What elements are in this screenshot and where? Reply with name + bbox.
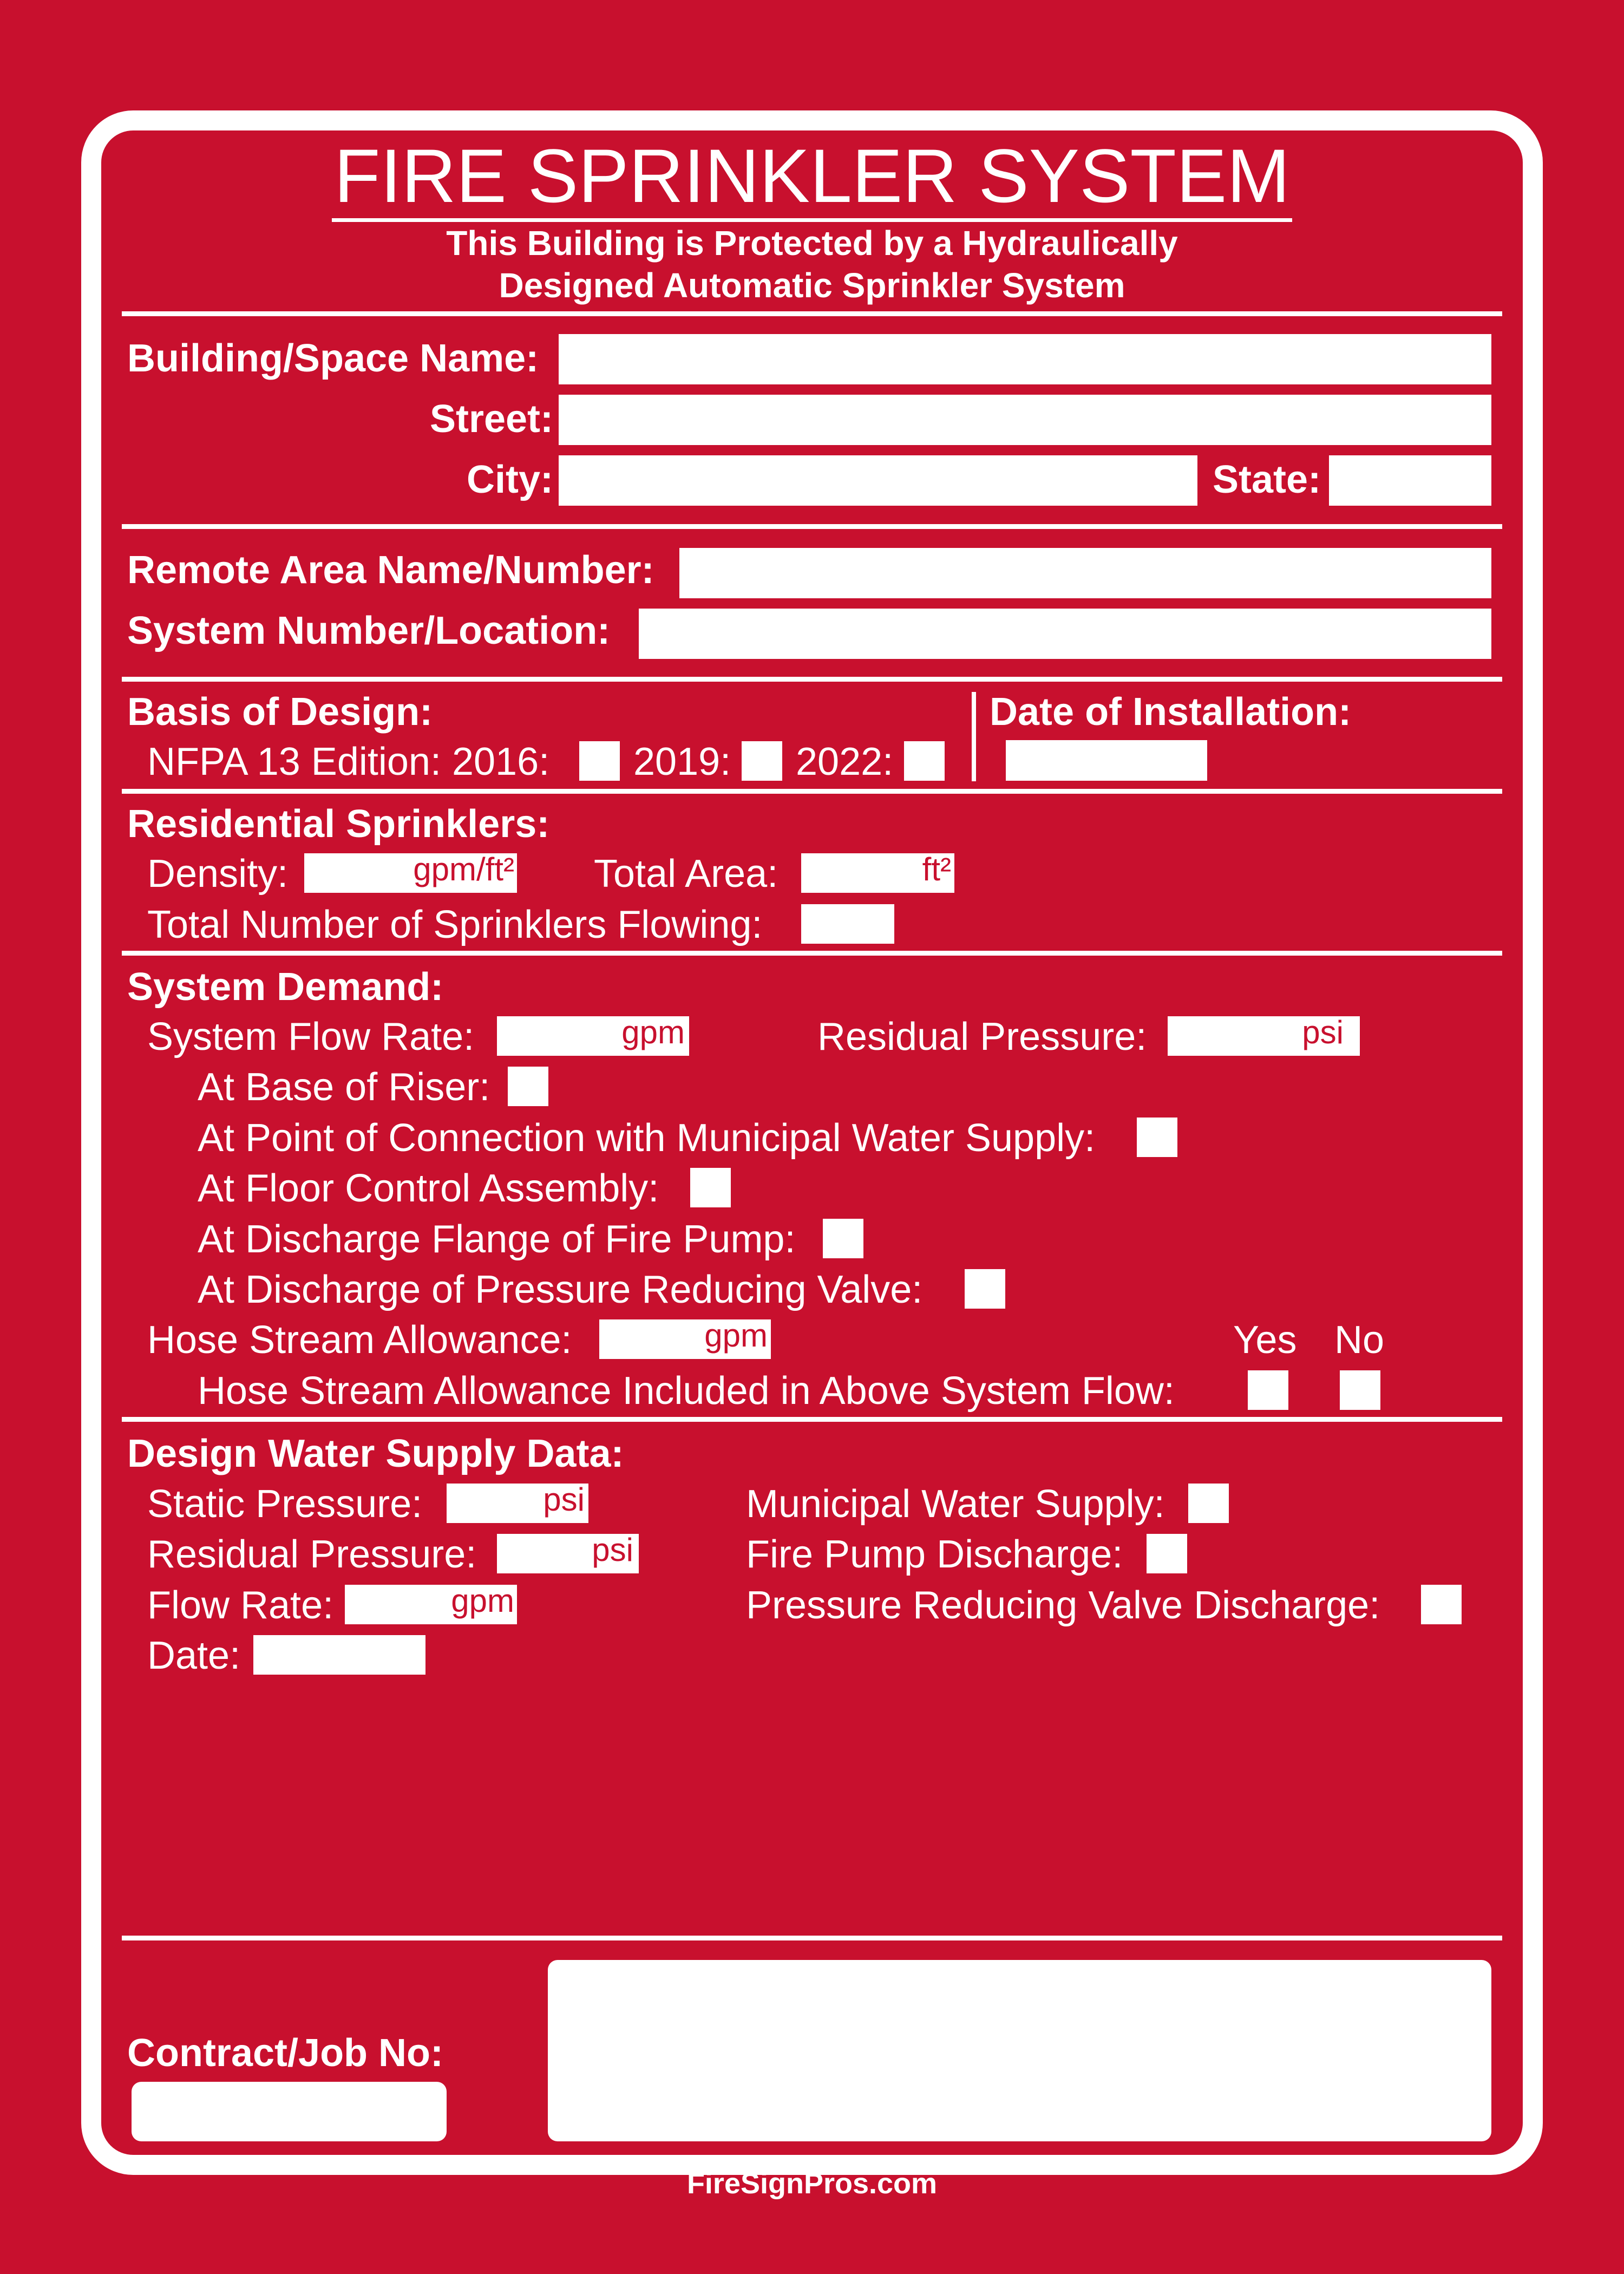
nfpa-edition-label: NFPA 13 Edition: 2016: (147, 740, 550, 783)
system-number-label: System Number/Location: (127, 609, 611, 652)
municipal-supply-label: Municipal Water Supply: (746, 1482, 1165, 1526)
subtitle-line-1: This Building is Protected by a Hydraulically (446, 224, 1178, 263)
checkbox-base-riser[interactable] (508, 1067, 548, 1106)
checkbox-hose-yes[interactable] (1248, 1370, 1288, 1410)
static-pressure-unit: psi (543, 1481, 585, 1518)
divider (122, 789, 1502, 794)
no-label: No (1334, 1318, 1385, 1362)
total-area-label: Total Area: (594, 852, 778, 896)
prv-label: At Discharge of Pressure Reducing Valve: (198, 1268, 923, 1311)
checkbox-2022[interactable] (904, 741, 945, 781)
supply-date-field[interactable] (253, 1635, 425, 1675)
static-pressure-label: Static Pressure: (147, 1482, 423, 1526)
residual-pressure-label: Residual Pressure: (817, 1015, 1147, 1058)
divider (122, 951, 1502, 956)
sign-title-wrap (0, 130, 1624, 222)
divider (122, 677, 1502, 682)
state-label: State: (1213, 458, 1321, 501)
yes-label: Yes (1233, 1318, 1297, 1362)
checkbox-2019[interactable] (742, 741, 782, 781)
base-riser-label: At Base of Riser: (198, 1066, 490, 1109)
hose-stream-unit: gpm (704, 1317, 768, 1354)
state-field[interactable] (1329, 455, 1491, 506)
supply-date-label: Date: (147, 1634, 241, 1677)
divider (122, 311, 1502, 316)
municipal-connection-label: At Point of Connection with Municipal Water Supply: (198, 1116, 1096, 1160)
date-installation-label: Date of Installation: (990, 690, 1352, 734)
sprinklers-flowing-label: Total Number of Sprinklers Flowing: (147, 903, 763, 946)
supply-residual-label: Residual Pressure: (147, 1533, 477, 1576)
checkbox-municipal-supply[interactable] (1188, 1484, 1229, 1523)
divider (122, 1417, 1502, 1422)
notes-field[interactable] (548, 1960, 1491, 2141)
system-flow-rate-unit: gpm (621, 1014, 685, 1050)
divider (122, 524, 1502, 529)
residual-pressure-unit: psi (1302, 1014, 1344, 1050)
water-supply-heading: Design Water Supply Data: (127, 1432, 624, 1475)
pump-discharge-label: Fire Pump Discharge: (746, 1533, 1123, 1576)
sprinklers-flowing-field[interactable] (801, 904, 894, 944)
contract-field[interactable] (132, 2082, 447, 2141)
supply-residual-unit: psi (592, 1532, 633, 1568)
edition-2019-label: 2019: (633, 740, 731, 783)
divider (122, 1936, 1502, 1940)
city-field[interactable] (559, 455, 1197, 506)
building-name-field[interactable] (559, 334, 1491, 384)
street-label: Street: (429, 397, 553, 441)
residential-heading: Residential Sprinklers: (127, 802, 550, 846)
checkbox-fire-pump[interactable] (823, 1219, 863, 1258)
hose-stream-label: Hose Stream Allowance: (147, 1318, 572, 1362)
building-name-label: Building/Space Name: (127, 337, 539, 380)
checkbox-hose-no[interactable] (1340, 1370, 1380, 1410)
checkbox-prv-discharge[interactable] (1421, 1585, 1462, 1624)
fire-pump-label: At Discharge Flange of Fire Pump: (198, 1218, 796, 1261)
city-label: City: (467, 458, 553, 501)
checkbox-municipal-connection[interactable] (1137, 1118, 1177, 1157)
hose-included-label: Hose Stream Allowance Included in Above System Flow: (198, 1369, 1175, 1413)
edition-2022-label: 2022: (796, 740, 894, 783)
street-field[interactable] (559, 395, 1491, 445)
density-label: Density: (147, 852, 289, 896)
density-unit: gpm/ft² (413, 851, 514, 887)
subtitle-line-2: Designed Automatic Sprinkler System (499, 266, 1125, 305)
prv-discharge-label: Pressure Reducing Valve Discharge: (746, 1584, 1380, 1627)
supply-flow-unit: gpm (451, 1583, 514, 1619)
system-demand-heading: System Demand: (127, 965, 444, 1009)
floor-control-label: At Floor Control Assembly: (198, 1167, 659, 1210)
checkbox-prv[interactable] (965, 1269, 1005, 1309)
total-area-unit: ft² (922, 851, 951, 887)
system-flow-rate-label: System Flow Rate: (147, 1015, 475, 1058)
supply-flow-label: Flow Rate: (147, 1584, 334, 1627)
remote-area-label: Remote Area Name/Number: (127, 548, 654, 592)
vertical-divider (972, 692, 976, 781)
footer-website: FireSignPros.com (686, 2167, 938, 2200)
checkbox-pump-discharge[interactable] (1147, 1534, 1187, 1573)
checkbox-floor-control[interactable] (690, 1168, 731, 1207)
contract-label: Contract/Job No: (127, 2031, 443, 2075)
basis-of-design-label: Basis of Design: (127, 690, 433, 734)
system-number-field[interactable] (639, 609, 1491, 659)
sign-title: FIRE SPRINKLER SYSTEM (332, 133, 1292, 222)
checkbox-2016[interactable] (579, 741, 620, 781)
date-installation-field[interactable] (1006, 740, 1207, 781)
remote-area-field[interactable] (679, 548, 1491, 598)
